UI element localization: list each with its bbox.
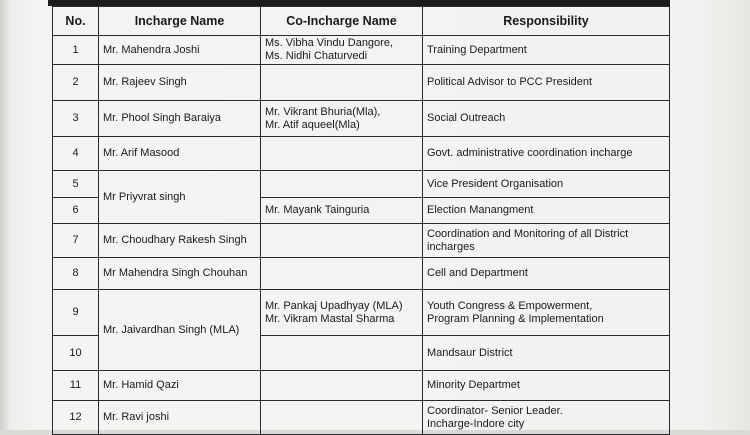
row-number: 7 (53, 224, 99, 258)
co-incharge-name (261, 371, 423, 401)
co-incharge-name (261, 101, 423, 137)
co-incharge-name (261, 224, 423, 258)
responsibility-line: incharges (427, 240, 475, 253)
co-incharge-name (261, 258, 423, 290)
row-number: 8 (53, 258, 99, 290)
incharge-name: Mr. Jaivardhan Singh (MLA) (99, 290, 261, 371)
co-incharge-line: Ms. Nidhi Chaturvedi (265, 50, 368, 62)
co-incharge-line: Mr. Atif aqueel(Mla) (265, 118, 360, 131)
row-number: 12 (53, 401, 99, 435)
incharge-name: Mr. Phool Singh Baraiya (99, 101, 261, 137)
header-no: No. (53, 7, 99, 36)
header-responsibility: Responsibility (423, 7, 670, 36)
responsibility: Political Advisor to PCC President (423, 65, 670, 101)
co-incharge-line: Ms. Vibha Vindu Dangore, (265, 37, 394, 49)
responsibility-line: Program Planning & Implementation (427, 312, 604, 325)
responsibility (423, 290, 670, 336)
responsibility: Cell and Department (423, 258, 670, 290)
row-number: 10 (53, 336, 99, 371)
co-incharge-line: Mr. Pankaj Upadhyay (MLA) (265, 299, 403, 312)
row-number: 9 (53, 290, 99, 336)
responsibility: Vice President Organisation (423, 171, 670, 198)
co-incharge-name (261, 137, 423, 171)
incharge-name: Mr. Arif Masood (99, 137, 261, 171)
co-incharge-name (261, 65, 423, 101)
header-incharge-name: Incharge Name (99, 7, 261, 36)
incharge-name: Mr. Rajeev Singh (99, 65, 261, 101)
incharge-name: Mr. Ravi joshi (99, 401, 261, 435)
incharge-name: Mr. Choudhary Rakesh Singh (99, 224, 261, 258)
table-row (53, 290, 670, 336)
row-number: 2 (53, 65, 99, 101)
responsibility: Mandsaur District (423, 336, 670, 371)
row-number: 5 (53, 171, 99, 198)
co-incharge-name (261, 36, 423, 65)
responsibility-line: Coordination and Monitoring of all District (427, 227, 629, 240)
table-row (53, 36, 670, 65)
table-row (53, 258, 670, 290)
co-incharge-line: Mr. Vikrant Bhuria(Mla), (265, 105, 381, 118)
table-row (53, 401, 670, 435)
responsibility (423, 224, 670, 258)
responsibility: Social Outreach (423, 101, 670, 137)
header-co-incharge-name: Co-Incharge Name (261, 7, 423, 36)
responsibility: Election Manangment (423, 198, 670, 224)
responsibility: Govt. administrative coordination incharge (423, 137, 670, 171)
table-row (53, 371, 670, 401)
row-number: 6 (53, 198, 99, 224)
responsibility-table (52, 6, 670, 435)
responsibility (423, 401, 670, 435)
table-header-row (53, 7, 670, 36)
incharge-name: Mr Priyvrat singh (99, 171, 261, 224)
responsibility: Training Department (423, 36, 670, 65)
responsibility-line: Incharge-Indore city (427, 417, 525, 430)
co-incharge-line: Mr. Vikram Mastal Sharma (265, 312, 395, 325)
incharge-name: Mr. Hamid Qazi (99, 371, 261, 401)
row-number: 4 (53, 137, 99, 171)
responsibility: Minority Departmet (423, 371, 670, 401)
table-row (53, 171, 670, 198)
responsibility-line: Coordinator- Senior Leader. (427, 404, 563, 417)
row-number: 1 (53, 36, 99, 65)
table-row (53, 65, 670, 101)
co-incharge-name (261, 336, 423, 371)
table-row (53, 224, 670, 258)
responsibility-line: Youth Congress & Empowerment, (427, 299, 593, 312)
incharge-name: Mr Mahendra Singh Chouhan (99, 258, 261, 290)
co-incharge-name (261, 401, 423, 435)
row-number: 11 (53, 371, 99, 401)
co-incharge-name: Mr. Mayank Tainguria (261, 198, 423, 224)
co-incharge-name (261, 290, 423, 336)
table-row (53, 137, 670, 171)
incharge-name: Mr. Mahendra Joshi (99, 36, 261, 65)
co-incharge-name (261, 171, 423, 198)
table-row (53, 101, 670, 137)
row-number: 3 (53, 101, 99, 137)
